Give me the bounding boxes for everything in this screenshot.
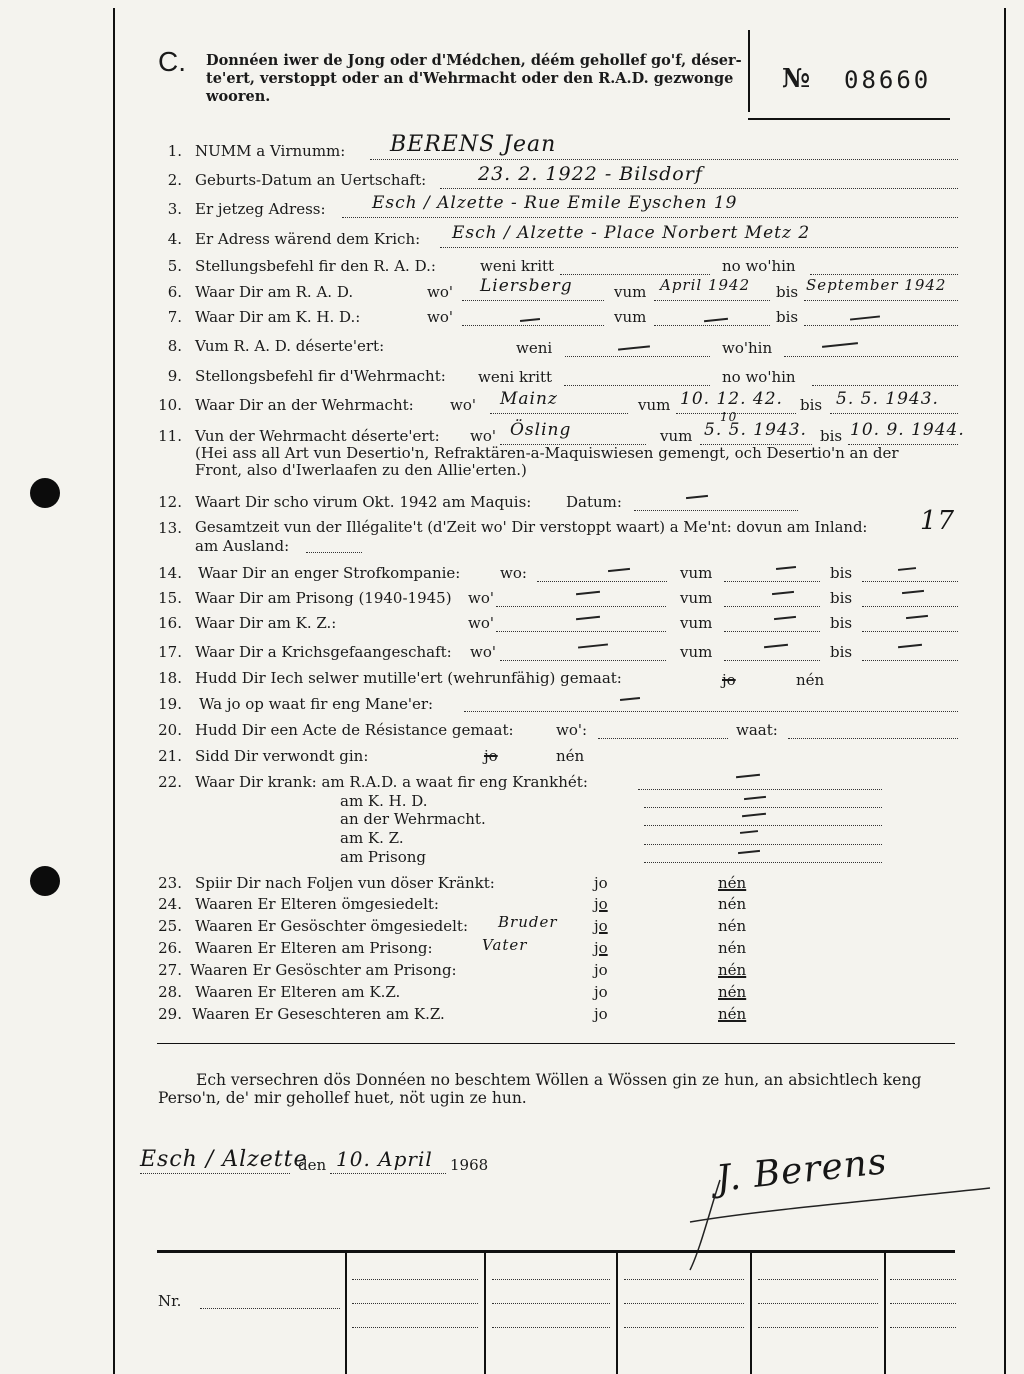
row-label: Vum R. A. D. déserte'ert: [195, 337, 385, 355]
blank-dash [764, 644, 788, 648]
signing-date: 10. April [336, 1147, 433, 1171]
wo-label: wo' [450, 396, 476, 414]
row-label: Waar Dir am K. H. D.: [195, 308, 361, 326]
weni-kritt-label: weni kritt [478, 368, 553, 386]
wo-label: wo': [556, 721, 588, 739]
dotted-field [565, 355, 710, 357]
footer-cell-line [758, 1278, 878, 1280]
row-number: 27. [158, 961, 182, 979]
jo-option: jo [594, 983, 608, 1001]
bis-label: bis [830, 589, 853, 607]
jo-option: jo [594, 961, 608, 979]
wo-label: wo' [427, 308, 453, 326]
row-label: Geburts-Datum an Uertschaft: [195, 171, 427, 189]
footer-cell-line [492, 1278, 610, 1280]
dotted-field [724, 605, 820, 607]
row-label: Waar Dir krank: am R.A.D. a waat fir eng Krankhét: [195, 773, 588, 791]
vum-label: vum [680, 589, 713, 607]
weni-kritt-label: weni kritt [480, 257, 555, 275]
footer-col-divider [616, 1252, 618, 1374]
wo-label: wo' [468, 614, 494, 632]
vum-label: vum [660, 427, 693, 445]
footer-top-rule [157, 1250, 955, 1253]
dotted-field [200, 1307, 340, 1309]
footer-cell-line [352, 1326, 478, 1328]
desertion-note-line-2: Front, also d'Iwerlaafen zu den Allie'erten.) [195, 461, 527, 479]
dotted-field [654, 324, 770, 326]
footer-col-divider [750, 1252, 752, 1374]
footer-cell-line [352, 1278, 478, 1280]
footer-cell-line [624, 1278, 744, 1280]
left-border [113, 8, 115, 1374]
vum-label: vum [680, 614, 713, 632]
row-label: Waaren Er Gesöschter am Prisong: [190, 961, 457, 979]
birth-value: 23. 2. 1922 - Bilsdorf [478, 163, 703, 185]
dotted-field [370, 158, 958, 160]
footer-cell-line [492, 1326, 610, 1328]
row-number: 16. [158, 614, 182, 632]
row-label: Vun der Wehrmacht déserte'ert: [195, 427, 440, 445]
right-border [1004, 8, 1006, 1374]
dotted-field [490, 412, 628, 414]
footer-cell-line [890, 1278, 956, 1280]
row-number: 20. [158, 721, 182, 739]
blank-dash [772, 591, 794, 595]
row-label: Wa jo op waat fir eng Mane'er: [199, 695, 434, 713]
blank-dash [776, 566, 796, 570]
header-title-line-1: Donnéen iwer de Jong oder d'Médchen, déém gehollef go'f, déser- [206, 52, 742, 69]
dotted-field [644, 843, 882, 845]
row-number: 19. [158, 695, 182, 713]
blank-dash [898, 567, 916, 571]
nen-option: nén [796, 671, 825, 689]
blank-dash [822, 342, 858, 348]
jo-option: jo [594, 874, 608, 892]
no-wohin-label: no wo'hin [722, 368, 796, 386]
bis-label: bis [776, 308, 799, 326]
row-label: Stellungsbefehl fir den R. A. D.: [195, 257, 436, 275]
bis-label: bis [820, 427, 843, 445]
footer-col-divider [345, 1252, 347, 1374]
vum-label: vum [614, 283, 647, 301]
datum-label: Datum: [566, 493, 622, 511]
desertion-until-value: 10. 9. 1944. [850, 420, 965, 440]
row-number: 15. [158, 589, 182, 607]
row-label: Gesamtzeit vun der Illégalite't (d'Zeit wo' Dir verstoppt waart) a Me'nt: dovun am Inland: [195, 519, 868, 536]
dotted-field [724, 659, 820, 661]
row-number: 3. [167, 200, 182, 218]
declaration-line-2: Perso'n, de' mir gehollef huet, nöt ugin ze hun. [158, 1089, 527, 1107]
sick-sub-kh: am K. H. D. [340, 792, 428, 810]
jo-option: jo [594, 1005, 608, 1023]
blank-dash [850, 315, 880, 320]
blank-dash [740, 830, 758, 834]
dotted-field [634, 509, 798, 511]
war-address-value: Esch / Alzette - Place Norbert Metz 2 [452, 223, 811, 243]
signature-flourish [680, 1170, 1000, 1280]
bis-label: bis [800, 396, 823, 414]
wohin-label: wo'hin [722, 339, 773, 357]
bis-label: bis [830, 614, 853, 632]
blank-dash [618, 345, 650, 350]
vum-label: vum [614, 308, 647, 326]
dotted-field [598, 737, 728, 739]
vum-label: vum [680, 564, 713, 582]
dotted-field [830, 412, 958, 414]
row-label: Waar Dir an der Wehrmacht: [195, 396, 414, 414]
sick-sub-wehrmacht: an der Wehrmacht. [340, 810, 486, 828]
dotted-field [644, 824, 882, 826]
dotted-field [464, 710, 958, 712]
blank-dash [520, 318, 540, 322]
dotted-field [496, 630, 666, 632]
jo-option-crossed: jo [722, 671, 736, 689]
row-number: 12. [158, 493, 182, 511]
row-number: 9. [167, 367, 182, 385]
row-number: 7. [167, 308, 182, 326]
blank-dash [774, 616, 796, 620]
waat-label: waat: [736, 721, 778, 739]
row-label: Waar Dir am Prisong (1940-1945) [195, 589, 452, 607]
row-label: Waaren Er Elteren am K.Z. [195, 983, 401, 1001]
row-label: Sidd Dir verwondt gin: [195, 747, 369, 765]
binding-hole-top [30, 478, 60, 508]
number-symbol: № [782, 64, 811, 94]
row-number: 29. [158, 1005, 182, 1023]
row-number: 26. [158, 939, 182, 957]
jo-option-selected: jo [594, 939, 608, 957]
footer-cell-line [758, 1326, 878, 1328]
current-address-value: Esch / Alzette - Rue Emile Eyschen 19 [372, 193, 738, 213]
dotted-field [804, 299, 958, 301]
blank-dash [742, 813, 766, 817]
row-label: Waar Dir a Krichsgefaangeschaft: [195, 643, 452, 661]
row-label: Stellongsbefehl fir d'Wehrmacht: [195, 367, 446, 385]
nen-option: nén [718, 895, 747, 913]
vum-label: vum [638, 396, 671, 414]
footer-col-divider [884, 1252, 886, 1374]
row-label: Hudd Dir Iech selwer mutille'ert (wehrunfähig) gemaat: [195, 669, 622, 687]
dotted-field [342, 216, 958, 218]
row-label: Waar Dir an enger Strofkompanie: [198, 564, 461, 582]
dotted-field [440, 246, 958, 248]
dotted-field [440, 187, 958, 189]
dotted-field [330, 1172, 446, 1174]
desertion-note-line-1: (Hei ass all Art vun Desertio'n, Refraktären-a-Maquiswiesen gemengt, och Desertio'n an der [195, 444, 899, 462]
wehrmacht-until-value: 5. 5. 1943. [836, 389, 939, 409]
blank-dash [744, 796, 766, 800]
signing-place: Esch / Alzette [140, 1147, 308, 1172]
dotted-field [724, 580, 820, 582]
row-number: 21. [158, 747, 182, 765]
blank-dash [902, 590, 924, 594]
dotted-field [638, 788, 882, 790]
blank-dash [906, 615, 928, 619]
dotted-field [862, 659, 958, 661]
footer-cell-line [492, 1302, 610, 1304]
no-wohin-label: no wo'hin [722, 257, 796, 275]
row-number: 18. [158, 669, 182, 687]
row-label: Waaren Er Elteren ömgesiedelt: [195, 895, 439, 913]
header-title-line-3: wooren. [206, 88, 271, 105]
nen-option-selected: nén [718, 874, 747, 892]
jo-option-crossed: jo [484, 747, 498, 765]
row-number: 14. [158, 564, 182, 582]
desertion-note-mark: 10 [720, 410, 738, 424]
jo-option-selected: jo [594, 895, 608, 913]
footer-cell-line [352, 1302, 478, 1304]
dotted-field [564, 384, 710, 386]
row-number: 17. [158, 643, 182, 661]
signing-year: 1968 [450, 1156, 489, 1174]
nen-option-selected: nén [718, 1005, 747, 1023]
header-divider [748, 30, 750, 112]
header-title-line-2: te'ert, verstoppt oder an d'Wehrmacht oder den R.A.D. gezwonge [206, 70, 734, 87]
footer-cell-line [890, 1326, 956, 1328]
relation-value: Bruder [498, 913, 558, 931]
declaration-line-1: Ech versechren dös Donnéen no beschtem Wöllen a Wössen gin ze hun, an absichtlech keng [196, 1071, 922, 1089]
dotted-field [560, 273, 710, 275]
row-number: 11. [158, 427, 182, 445]
weni-label: weni [516, 339, 553, 357]
blank-dash [704, 318, 728, 322]
blank-dash [620, 697, 640, 701]
dotted-field [140, 1172, 290, 1174]
signature: J. Berens [714, 1141, 890, 1200]
dotted-field [462, 324, 604, 326]
dotted-field [724, 630, 820, 632]
dotted-field [788, 737, 958, 739]
row-label: Spiir Dir nach Foljen vun döser Kränkt: [195, 874, 495, 892]
row-label: Waaren Er Gesöschter ömgesiedelt: [195, 917, 469, 935]
footer-cell-line [890, 1302, 956, 1304]
dotted-field [644, 861, 882, 863]
dotted-field [804, 324, 958, 326]
nen-option: nén [718, 939, 747, 957]
name-value: BERENS Jean [390, 132, 557, 157]
inland-months-value: 17 [920, 506, 956, 536]
row-label: Er Adress wärend dem Krich: [195, 230, 421, 248]
row-number: 6. [167, 283, 182, 301]
wehrmacht-where-value: Mainz [500, 389, 558, 409]
row-number: 25. [158, 917, 182, 935]
document-number: 08660 [844, 66, 932, 94]
row-label: Waaren Er Elteren am Prisong: [195, 939, 433, 957]
vum-label: vum [680, 643, 713, 661]
row-label: Waar Dir am K. Z.: [195, 614, 337, 632]
dotted-field [810, 273, 958, 275]
blank-dash [738, 850, 760, 854]
dotted-field [862, 605, 958, 607]
rad-from-value: April 1942 [660, 276, 751, 294]
nen-option-selected: nén [718, 983, 747, 1001]
nr-label: Nr. [158, 1292, 182, 1310]
row-number: 23. [158, 874, 182, 892]
wo-label: wo' [468, 589, 494, 607]
dotted-field [644, 806, 882, 808]
row-number: 22. [158, 773, 182, 791]
ausland-label: am Ausland: [195, 537, 290, 555]
relation-value: Vater [482, 936, 528, 954]
row-number: 2. [167, 171, 182, 189]
row-label: Er jetzeg Adress: [195, 200, 326, 218]
bis-label: bis [830, 564, 853, 582]
row-number: 10. [158, 396, 182, 414]
row-number: 13. [158, 519, 182, 537]
footer-cell-line [758, 1302, 878, 1304]
dotted-field [537, 580, 667, 582]
blank-dash [576, 616, 600, 620]
rad-until-value: September 1942 [806, 276, 947, 294]
blank-dash [686, 495, 708, 499]
row-number: 5. [167, 257, 182, 275]
blank-dash [898, 644, 922, 648]
header-bottom-rule [748, 118, 950, 120]
sick-sub-kz: am K. Z. [340, 829, 404, 847]
blank-dash [608, 568, 630, 572]
row-number: 8. [167, 337, 182, 355]
dotted-field [462, 299, 604, 301]
desertion-where-value: Ösling [510, 420, 572, 440]
wo-label: wo: [500, 564, 527, 582]
bis-label: bis [830, 643, 853, 661]
row-label: Hudd Dir een Acte de Résistance gemaat: [195, 721, 514, 739]
footer-cell-line [624, 1326, 744, 1328]
wo-label: wo' [470, 427, 496, 445]
footer-col-divider [484, 1252, 486, 1374]
row-number: 4. [167, 230, 182, 248]
blank-dash [576, 591, 600, 595]
bis-label: bis [776, 283, 799, 301]
row-number: 24. [158, 895, 182, 913]
nen-option: nén [556, 747, 585, 765]
rad-where-value: Liersberg [480, 276, 573, 296]
row-label: Waar Dir am R. A. D. [195, 283, 354, 301]
den-label: den [298, 1156, 327, 1174]
row-label: Waaren Er Geseschteren am K.Z. [192, 1005, 445, 1023]
row-label: NUMM a Virnumm: [195, 142, 346, 160]
wo-label: wo' [427, 283, 453, 301]
sick-sub-prisong: am Prisong [340, 848, 426, 866]
dotted-field [500, 659, 666, 661]
dotted-field [306, 551, 362, 553]
dotted-field [862, 580, 958, 582]
section-letter: C. [158, 46, 186, 77]
blank-dash [578, 643, 608, 648]
row-number: 28. [158, 983, 182, 1001]
nen-option: nén [718, 917, 747, 935]
dotted-field [784, 355, 958, 357]
jo-option-selected: jo [594, 917, 608, 935]
nen-option-selected: nén [718, 961, 747, 979]
desertion-from-value: 5. 5. 1943. [704, 420, 807, 440]
wo-label: wo' [470, 643, 496, 661]
dotted-field [496, 605, 666, 607]
dotted-field [654, 299, 770, 301]
row-number: 1. [167, 142, 182, 160]
wehrmacht-from-value: 10. 12. 42. [680, 389, 783, 409]
footer-cell-line [624, 1302, 744, 1304]
dotted-field [812, 384, 958, 386]
dotted-field [862, 630, 958, 632]
row-label: Waart Dir scho virum Okt. 1942 am Maquis: [195, 493, 532, 511]
section-divider [157, 1043, 955, 1044]
blank-dash [736, 774, 760, 778]
binding-hole-bottom [30, 866, 60, 896]
